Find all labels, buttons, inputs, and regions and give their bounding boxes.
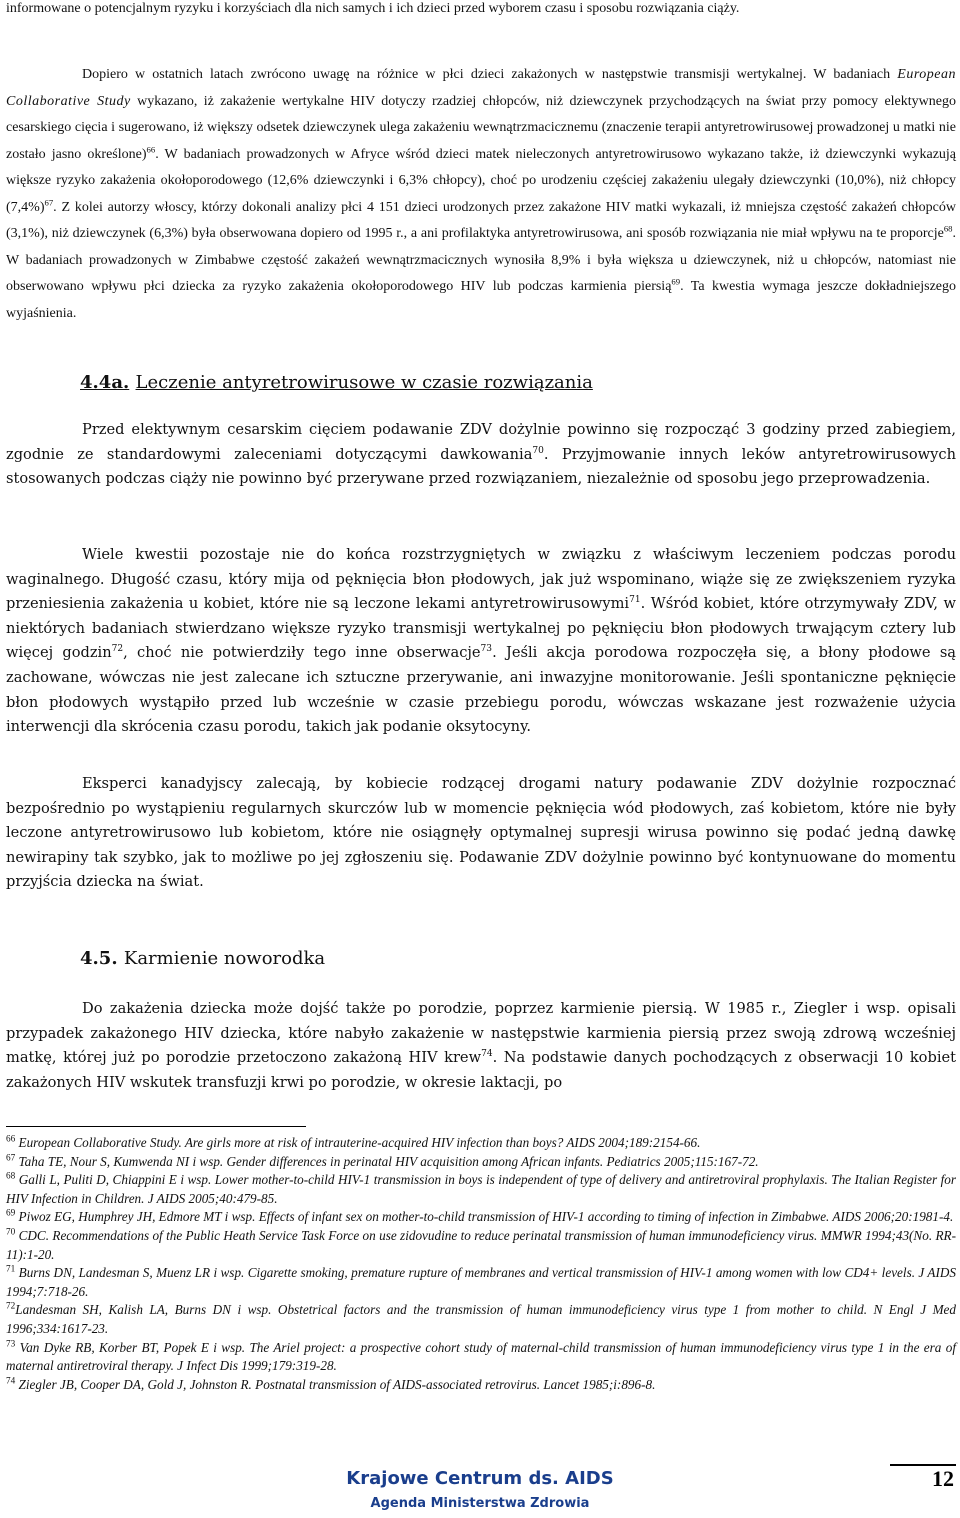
footnote-68: $^{68}$ Galli L, Puliti D, Chiappini E i wsp. Lower mother-to-child HIV-1 transmission in boys is independent of type of delivery and antiretroviral prophylaxis. The Italian Register for HIV Infection in Children. J AIDS 2005;40:479-85. — [6, 1170, 957, 1206]
page-number: 12 — [932, 1466, 954, 1491]
footnote-ref-73[interactable]: 73 — [480, 644, 493, 655]
footnote-ref-72[interactable]: 72 — [111, 644, 124, 655]
footnote-ref-68[interactable]: 68 — [943, 223, 953, 234]
footnote-66: $^{66}$ European Collaborative Study. Are girls more at risk of intrauterine-acquired HIV infection than boys? AIDS 2004;189:2154-66. — [6, 1133, 701, 1150]
footnote-ref-66[interactable]: 66 — [146, 143, 156, 154]
paragraph-intro-end: informowane o potencjalnym ryzyku i korzyściach dla nich samych i ich dzieci przed wyborem czasu i sposobu rozwiązania ciąży. — [6, 1, 740, 16]
footnote-70: $^{70}$ CDC. Recommendations of the Public Heath Service Task Force on use zidovudine to reduce perinatal transmission of human immunodeficiency virus. MMWR 1994;43(No. RR-11):1-20. — [6, 1226, 956, 1262]
footnote-72: $^{72}$Landesman SH, Kalish LA, Burns DN i wsp. Obstetrical factors and the transmission of human immunodeficiency virus type 1 from mother to child. N Engl J Med 1996;334:1617-23. — [6, 1300, 956, 1336]
paragraph-canadian-experts: Eksperci kanadyjscy zalecają, by kobiecie rodzącej drogami natury podawanie ZDV dożylnie rozpocznać bezpośrednio po wystąpieniu regularnych skurczów lub w momencie pęknięcia wód płodowych, zaś kobietom, które nie były leczone antyretrowirusowo lub kobietom, które nie osiągnęły optymalnej supresji wirusa powinno się podać jedną dawkę newirapiny tak szybko, jak to możliwe po jej zgłoszeniu się. Podawanie ZDV dożylnie powinno być kontynuowane do momentu przyjścia dziecka na świat. — [6, 775, 956, 891]
paragraph-breastfeeding: Do zakażenia dziecka może dojść także po porodzie, poprzez karmienie piersią. W 1985 r., Ziegler i wsp. opisali przypadek zakażonego HIV dziecka, które nabyło zakażenie w następstwie karmienia piersią przez swoją zdrową wcześniej matkę, której już po porodzie przetoczono zakażoną HIV krew$^{74}$. Na podstawie danych pochodzących z obserwacji 10 kobiet zakażonych HIV wskutek transfuzji krwi po porodzie, w okresie laktacji, po — [6, 1000, 956, 1091]
footer-agency: Agenda Ministerstwa Zdrowia — [370, 1496, 590, 1511]
paragraph-gender-differences: Dopiero w ostatnich latach zwrócono uwagę na różnice w płci dzieci zakażonych w następstwie transmisji wertykalnej. W badaniach European Collaborative Study wykazano, iż zakażenie wertykalne HIV dotyczy rzadziej chłopców, niż dziewczynek przychodzących na świat przy pomocy elektywnego cesarskiego cięcia i sugerowano, iż większy odsetek dziewczynek ulega zakażeniu wewnątrzmacicznemu (znaczenie terapii antyretrowirusowej prowadzonej u matki nie zostało jasno określone)$^{66}$. W badaniach prowadzonych w Afryce wśród dzieci matek nieleczonych antyretrowirusowo wykazano także, iż dziewczynki wykazują większe ryzyko zakażenia okołoporodowego (12,6% dziewczynki i 6,3% chłopcy), choć po urodzeniu częściej zakażeniu ulegały dziewczynki (10,0%), niż chłopcy $(7,4\%)^{67}$. Z kolei autorzy włoscy, którzy dokonali analizy płci 4 151 dzieci urodzonych przez zakażone HIV matki wykazali, iż mniejsza częstość zakażeń chłopców (3,1%), niż dziewczynek (6,3%) była obserwowana dopiero od 1995 r., a ani profilaktyka antyretrowirusowa, ani sposób rozwiązania nie miał wpływu na te proporcje$^{68}$. W badaniach prowadzonych w Zimbabwe częstość zakażeń wewnątrzmacicznych wynosiła 8,9% i była większa u dziewczynek, niż u chłopców, natomiast nie obserwowano wpływu płci dziecka za ryzyko zakażenia okołoporodowego HIV lub podczas karmienia piersią$^{69}$. Ta kwestia wymaga jeszcze dokładniejszego wyjaśnienia. — [6, 67, 957, 321]
footnote-69: $^{69}$ Piwoz EG, Humphrey JH, Edmore MT i wsp. Effects of infant sex on mother-to-child transmission of HIV-1 according to timing of infection in Zimbabwe. AIDS 2006;20:1981-4. — [6, 1207, 954, 1225]
footnotes — [6, 1134, 956, 1394]
footnote-73: $^{73}$ Van Dyke RB, Korber BT, Popek E i wsp. The Ariel project: a prospective cohort study of maternal-child transmission of human immunodeficiency virus type 1 in the era of maternal antiretroviral therapy. J Infect Dis 1999;179:319-28. — [6, 1338, 956, 1374]
footnote-ref-69[interactable]: 69 — [671, 276, 681, 287]
section-heading-4-4a: 4.4a. Leczenie antyretrowirusowe w czasie rozwiązania — [80, 372, 593, 393]
footnote-67: $^{67}$ Taha TE, Nour S, Kumwenda NI i wsp. Gender differences in perinatal HIV acquisition among African infants. Pediatrics 2005;115:167-72. — [6, 1152, 759, 1169]
section-heading-4-5: 4.5. Karmienie noworodka — [80, 948, 326, 969]
paragraph-vaginal-delivery: Wiele kwestii pozostaje nie do końca rozstrzygniętych w związku z właściwym leczeniem podczas porodu waginalnego. Długość czasu, który mija od pęknięcia błon płodowych, jak już wspominano, wiąże się ze zwiększeniem ryzyka przeniesienia zakażenia u kobiet, które nie są leczone lekami antyretrowirusowymi$^{71}$. Wśród kobiet, które otrzymywały ZDV, w niektórych badaniach stwierdzano większe ryzyko transmisji wertykalnej po pęknięciu błon płodowych trwającym cztery lub więcej godzin$^{72}$, choć nie potwierdziły tego inne obserwacje$^{73}$. Jeśli akcja porodowa rozpoczęła się, a błony płodowe są zachowane, wówczas nie jest zalecane ich sztuczne przerywanie, ani inwazyjne monitorowanie. Jeśli spontaniczne pęknięcie błon płodowych wystąpiło przed lub wcześnie w czasie przebiegu porodu, wówczas wskazane jest rozważenie użycia interwencji dla skrócenia czasu porodu, takich jak podanie oksytocyny. — [6, 546, 957, 736]
footnote-71: $^{71}$ Burns DN, Landesman S, Muenz LR i wsp. Cigarette smoking, premature rupture of membranes and vertical transmission of HIV-1 among women with low CD4+ levels. J AIDS 1994;7:718-26. — [6, 1263, 956, 1299]
study-name: European Collaborative Study — [6, 67, 956, 109]
footnote-ref-70[interactable]: 70 — [532, 445, 544, 456]
footnote-ref-74[interactable]: 74 — [481, 1049, 493, 1060]
footnote-ref-71[interactable]: 71 — [629, 595, 641, 606]
footnote-separator — [6, 1126, 306, 1127]
footer-organization: Krajowe Centrum ds. AIDS — [346, 1468, 614, 1489]
footnote-74: $^{74}$ Ziegler JB, Cooper DA, Gold J, Johnston R. Postnatal transmission of AIDS-associated retrovirus. Lancet 1985;i:896-8. — [6, 1375, 656, 1392]
footnote-ref-67[interactable]: 67 — [44, 196, 54, 207]
paragraph-zdv-cesarean: Przed elektywnym cesarskim cięciem podawanie ZDV dożylnie powinno się rozpocząć 3 godziny przed zabiegiem, zgodnie ze standardowymi zaleceniami dotyczącymi dawkowania$^{70}$. Przyjmowanie innych leków antyretrowirusowych stosowanych podczas ciąży nie powinno być przerywane przed rozwiązaniem, niezależnie od sposobu jego przeprowadzenia. — [6, 421, 956, 488]
